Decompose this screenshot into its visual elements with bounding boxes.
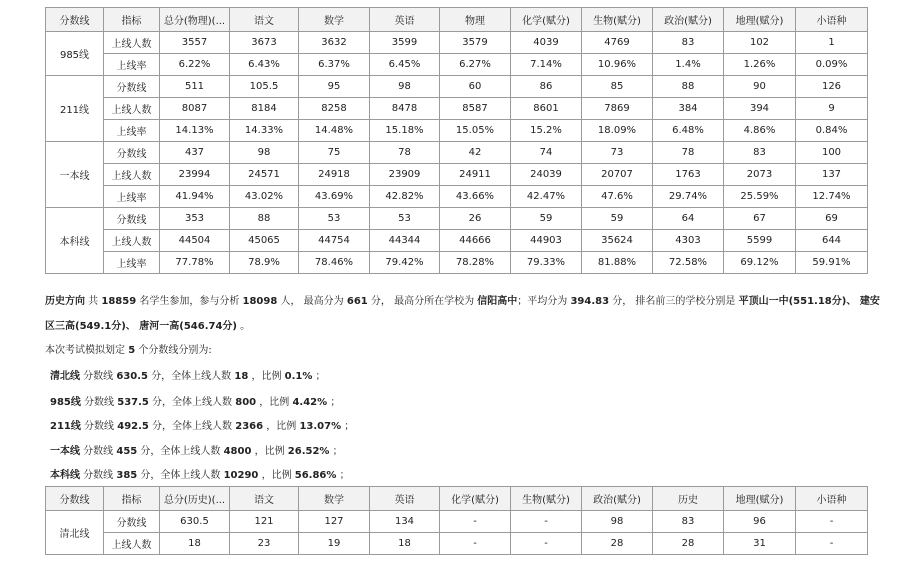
metric-cell: 上线人数 <box>104 230 160 252</box>
value-cell: 42.47% <box>511 186 582 208</box>
text-segment: 个分数线分别为: <box>135 345 212 356</box>
text-segment: 4800 <box>223 446 252 457</box>
text-segment: 分，全体上线人数 <box>137 446 224 457</box>
column-header: 英语 <box>370 487 440 511</box>
value-cell: 18.09% <box>582 120 653 142</box>
text-segment: 分数线 <box>80 397 118 408</box>
physics-score-table <box>45 7 868 274</box>
value-cell: 19 <box>299 533 370 555</box>
value-cell: 83 <box>653 511 724 533</box>
value-cell: 69 <box>796 208 868 230</box>
value-cell: 12.74% <box>796 186 868 208</box>
text-segment: 5 <box>128 345 136 356</box>
text-segment: ，比例 <box>256 397 293 408</box>
value-cell: 644 <box>796 230 868 252</box>
value-cell: 83 <box>724 142 796 164</box>
value-cell: 41.94% <box>160 186 230 208</box>
metric-cell: 上线率 <box>104 120 160 142</box>
value-cell: 28 <box>582 533 653 555</box>
value-cell: 137 <box>796 164 868 186</box>
column-header: 生物(赋分) <box>582 8 653 32</box>
value-cell: 15.2% <box>511 120 582 142</box>
value-cell: 353 <box>160 208 230 230</box>
value-cell: 23909 <box>370 164 440 186</box>
column-header: 地理(赋分) <box>724 487 796 511</box>
value-cell: 100 <box>796 142 868 164</box>
text-segment: ，比例 <box>263 421 300 432</box>
value-cell: 10.96% <box>582 54 653 76</box>
value-cell: 47.6% <box>582 186 653 208</box>
text-segment: 分，全体上线人数 <box>148 397 236 408</box>
value-cell: 24571 <box>230 164 299 186</box>
value-cell: 31 <box>724 533 796 555</box>
text-segment: ，比例 <box>258 470 295 481</box>
column-header: 指标 <box>104 8 160 32</box>
value-cell: 6.27% <box>440 54 511 76</box>
text-segment: 800 <box>235 397 257 408</box>
score-lines-intro <box>45 340 875 361</box>
value-cell: 44666 <box>440 230 511 252</box>
value-cell: 35624 <box>582 230 653 252</box>
value-cell: - <box>796 533 868 555</box>
text-segment: 26.52% <box>287 446 330 457</box>
table-row <box>46 76 868 98</box>
value-cell: 394 <box>724 98 796 120</box>
value-cell: 24039 <box>511 164 582 186</box>
text-segment: 本次考试模拟划定 <box>45 345 129 356</box>
value-cell: 77.78% <box>160 252 230 274</box>
value-cell: 98 <box>370 76 440 98</box>
text-segment: 18 <box>234 371 249 382</box>
value-cell: 3557 <box>160 32 230 54</box>
column-header: 总分(物理)(... <box>160 8 230 32</box>
text-segment: 。 <box>236 321 251 332</box>
value-cell: 29.74% <box>653 186 724 208</box>
column-header: 分数线 <box>46 487 104 511</box>
value-cell: 20707 <box>582 164 653 186</box>
value-cell: 81.88% <box>582 252 653 274</box>
value-cell: 5599 <box>724 230 796 252</box>
value-cell: 1.4% <box>653 54 724 76</box>
value-cell: 42.82% <box>370 186 440 208</box>
text-segment: ； <box>329 446 343 457</box>
value-cell: 44903 <box>511 230 582 252</box>
table-row <box>46 511 868 533</box>
value-cell: 74 <box>511 142 582 164</box>
text-segment: 平顶山一中(551.18分)、 建安 <box>738 296 880 307</box>
text-segment: ； <box>336 470 350 481</box>
value-cell: 24911 <box>440 164 511 186</box>
value-cell: 8184 <box>230 98 299 120</box>
value-cell: 45065 <box>230 230 299 252</box>
text-segment: 共 <box>85 296 102 307</box>
metric-cell: 上线率 <box>104 186 160 208</box>
group-name-cell: 一本线 <box>46 142 104 208</box>
text-segment: 分， 最高分所在学校为 <box>367 296 478 307</box>
value-cell: 42 <box>440 142 511 164</box>
value-cell: 1.26% <box>724 54 796 76</box>
text-segment: 分数线 <box>80 470 117 481</box>
text-segment: 18098 <box>242 296 278 307</box>
value-cell: 121 <box>230 511 299 533</box>
value-cell: 83 <box>653 32 724 54</box>
value-cell: - <box>440 511 511 533</box>
column-header: 化学(赋分) <box>511 8 582 32</box>
value-cell: 85 <box>582 76 653 98</box>
column-header: 分数线 <box>46 8 104 32</box>
value-cell: 86 <box>511 76 582 98</box>
text-segment: ，比例 <box>248 371 285 382</box>
table-row <box>46 252 868 274</box>
text-segment: 分， 排名前三的学校分别是 <box>609 296 739 307</box>
text-segment: 分，全体上线人数 <box>148 421 236 432</box>
value-cell: 14.33% <box>230 120 299 142</box>
metric-cell: 分数线 <box>104 511 160 533</box>
table-row <box>46 208 868 230</box>
text-segment: ； <box>341 421 355 432</box>
value-cell: 79.42% <box>370 252 440 274</box>
value-cell: 3579 <box>440 32 511 54</box>
text-segment: 2366 <box>235 421 264 432</box>
text-segment: ；平均分为 <box>517 296 571 307</box>
text-segment: 信阳高中 <box>477 296 518 307</box>
column-header: 英语 <box>370 8 440 32</box>
text-segment: 10290 <box>223 470 259 481</box>
value-cell: 95 <box>299 76 370 98</box>
value-cell: 14.48% <box>299 120 370 142</box>
value-cell: 3673 <box>230 32 299 54</box>
value-cell: 64 <box>653 208 724 230</box>
value-cell: 14.13% <box>160 120 230 142</box>
metric-cell: 上线人数 <box>104 98 160 120</box>
value-cell: 26 <box>440 208 511 230</box>
column-header: 指标 <box>104 487 160 511</box>
column-header: 小语种 <box>796 487 868 511</box>
value-cell: 90 <box>724 76 796 98</box>
value-cell: 3632 <box>299 32 370 54</box>
column-header: 化学(赋分) <box>440 487 511 511</box>
value-cell: 88 <box>230 208 299 230</box>
text-segment: ； <box>327 397 341 408</box>
score-line-item <box>50 366 880 387</box>
value-cell: - <box>511 533 582 555</box>
value-cell: 8587 <box>440 98 511 120</box>
value-cell: 43.66% <box>440 186 511 208</box>
value-cell: 44754 <box>299 230 370 252</box>
value-cell: 98 <box>230 142 299 164</box>
text-segment: 分，全体上线人数 <box>137 470 224 481</box>
metric-cell: 上线人数 <box>104 32 160 54</box>
text-segment: 985线 <box>50 397 81 408</box>
group-name-cell: 211线 <box>46 76 104 142</box>
value-cell: 4769 <box>582 32 653 54</box>
value-cell: 6.43% <box>230 54 299 76</box>
value-cell: 1763 <box>653 164 724 186</box>
value-cell: 105.5 <box>230 76 299 98</box>
column-header: 语文 <box>230 487 299 511</box>
value-cell: 15.05% <box>440 120 511 142</box>
table-row <box>46 32 868 54</box>
text-segment: 18859 <box>101 296 137 307</box>
value-cell: 79.33% <box>511 252 582 274</box>
score-line-item <box>50 441 880 462</box>
value-cell: 59 <box>582 208 653 230</box>
value-cell: 72.58% <box>653 252 724 274</box>
value-cell: 23 <box>230 533 299 555</box>
text-segment: 4.42% <box>292 397 328 408</box>
text-segment: 385 <box>116 470 138 481</box>
metric-cell: 上线率 <box>104 54 160 76</box>
text-segment: 清北线 <box>50 371 80 382</box>
value-cell: 88 <box>653 76 724 98</box>
value-cell: 69.12% <box>724 252 796 274</box>
metric-cell: 上线率 <box>104 252 160 274</box>
value-cell: 98 <box>582 511 653 533</box>
value-cell: 126 <box>796 76 868 98</box>
value-cell: 7.14% <box>511 54 582 76</box>
text-segment: 分数线 <box>80 446 117 457</box>
history-summary-line-1 <box>45 291 880 312</box>
value-cell: 43.02% <box>230 186 299 208</box>
table-row <box>46 120 868 142</box>
group-name-cell: 本科线 <box>46 208 104 274</box>
value-cell: 53 <box>370 208 440 230</box>
value-cell: 6.45% <box>370 54 440 76</box>
value-cell: 2073 <box>724 164 796 186</box>
text-segment: 人， 最高分为 <box>277 296 347 307</box>
value-cell: 8087 <box>160 98 230 120</box>
value-cell: 4303 <box>653 230 724 252</box>
value-cell: 102 <box>724 32 796 54</box>
column-header: 总分(历史)(... <box>160 487 230 511</box>
table-row <box>46 186 868 208</box>
column-header: 数学 <box>299 8 370 32</box>
value-cell: 437 <box>160 142 230 164</box>
metric-cell: 分数线 <box>104 76 160 98</box>
value-cell: 9 <box>796 98 868 120</box>
metric-cell: 上线人数 <box>104 533 160 555</box>
value-cell: 78 <box>653 142 724 164</box>
score-line-item <box>50 416 880 437</box>
value-cell: 96 <box>724 511 796 533</box>
value-cell: 4039 <box>511 32 582 54</box>
value-cell: 78.9% <box>230 252 299 274</box>
value-cell: 44504 <box>160 230 230 252</box>
column-header: 历史 <box>653 487 724 511</box>
value-cell: 127 <box>299 511 370 533</box>
value-cell: - <box>440 533 511 555</box>
table-header-row <box>46 487 868 511</box>
value-cell: 28 <box>653 533 724 555</box>
value-cell: 15.18% <box>370 120 440 142</box>
metric-cell: 分数线 <box>104 208 160 230</box>
value-cell: 1 <box>796 32 868 54</box>
table-row <box>46 164 868 186</box>
column-header: 数学 <box>299 487 370 511</box>
value-cell: 78 <box>370 142 440 164</box>
text-segment: 分数线 <box>80 421 118 432</box>
score-line-item <box>50 392 880 413</box>
column-header: 小语种 <box>796 8 868 32</box>
value-cell: 67 <box>724 208 796 230</box>
value-cell: 43.69% <box>299 186 370 208</box>
text-segment: 区三高(549.1分)、 唐河一高(546.74分) <box>45 321 237 332</box>
text-segment: 630.5 <box>116 371 148 382</box>
text-segment: 本科线 <box>50 470 80 481</box>
value-cell: 0.09% <box>796 54 868 76</box>
value-cell: 18 <box>160 533 230 555</box>
text-segment: 13.07% <box>299 421 342 432</box>
text-segment: 0.1% <box>284 371 313 382</box>
value-cell: 6.22% <box>160 54 230 76</box>
value-cell: 8478 <box>370 98 440 120</box>
text-segment: 分数线 <box>80 371 117 382</box>
text-segment: 分，全体上线人数 <box>148 371 235 382</box>
text-segment: 455 <box>116 446 138 457</box>
table-row <box>46 98 868 120</box>
table-row <box>46 230 868 252</box>
metric-cell: 上线人数 <box>104 164 160 186</box>
table-header-row <box>46 8 868 32</box>
value-cell: - <box>511 511 582 533</box>
value-cell: 134 <box>370 511 440 533</box>
column-header: 语文 <box>230 8 299 32</box>
history-summary-line-2 <box>45 316 875 337</box>
value-cell: 78.28% <box>440 252 511 274</box>
value-cell: 630.5 <box>160 511 230 533</box>
value-cell: 25.59% <box>724 186 796 208</box>
value-cell: 384 <box>653 98 724 120</box>
text-segment: 394.83 <box>570 296 610 307</box>
value-cell: 44344 <box>370 230 440 252</box>
text-segment: 537.5 <box>117 397 149 408</box>
column-header: 生物(赋分) <box>511 487 582 511</box>
table-row <box>46 533 868 555</box>
value-cell: 23994 <box>160 164 230 186</box>
value-cell: 60 <box>440 76 511 98</box>
text-segment: 名学生参加，参与分析 <box>136 296 243 307</box>
text-segment: ； <box>312 371 326 382</box>
table-row <box>46 142 868 164</box>
value-cell: 73 <box>582 142 653 164</box>
value-cell: 7869 <box>582 98 653 120</box>
value-cell: 53 <box>299 208 370 230</box>
text-segment: 492.5 <box>117 421 149 432</box>
score-line-item <box>50 465 880 486</box>
value-cell: - <box>796 511 868 533</box>
column-header: 物理 <box>440 8 511 32</box>
column-header: 地理(赋分) <box>724 8 796 32</box>
value-cell: 8258 <box>299 98 370 120</box>
group-name-cell: 985线 <box>46 32 104 76</box>
value-cell: 78.46% <box>299 252 370 274</box>
text-segment: 661 <box>346 296 368 307</box>
value-cell: 59 <box>511 208 582 230</box>
value-cell: 6.37% <box>299 54 370 76</box>
text-segment: 一本线 <box>50 446 80 457</box>
value-cell: 8601 <box>511 98 582 120</box>
value-cell: 4.86% <box>724 120 796 142</box>
text-segment: ，比例 <box>251 446 288 457</box>
value-cell: 3599 <box>370 32 440 54</box>
history-score-table <box>45 486 868 555</box>
value-cell: 0.84% <box>796 120 868 142</box>
column-header: 政治(赋分) <box>582 487 653 511</box>
metric-cell: 分数线 <box>104 142 160 164</box>
column-header: 政治(赋分) <box>653 8 724 32</box>
group-name-cell: 清北线 <box>46 511 104 555</box>
value-cell: 59.91% <box>796 252 868 274</box>
text-segment: 211线 <box>50 421 81 432</box>
value-cell: 6.48% <box>653 120 724 142</box>
value-cell: 24918 <box>299 164 370 186</box>
table-row <box>46 54 868 76</box>
value-cell: 511 <box>160 76 230 98</box>
text-segment: 56.86% <box>294 470 337 481</box>
value-cell: 18 <box>370 533 440 555</box>
text-segment: 历史方向 <box>45 296 85 307</box>
value-cell: 75 <box>299 142 370 164</box>
